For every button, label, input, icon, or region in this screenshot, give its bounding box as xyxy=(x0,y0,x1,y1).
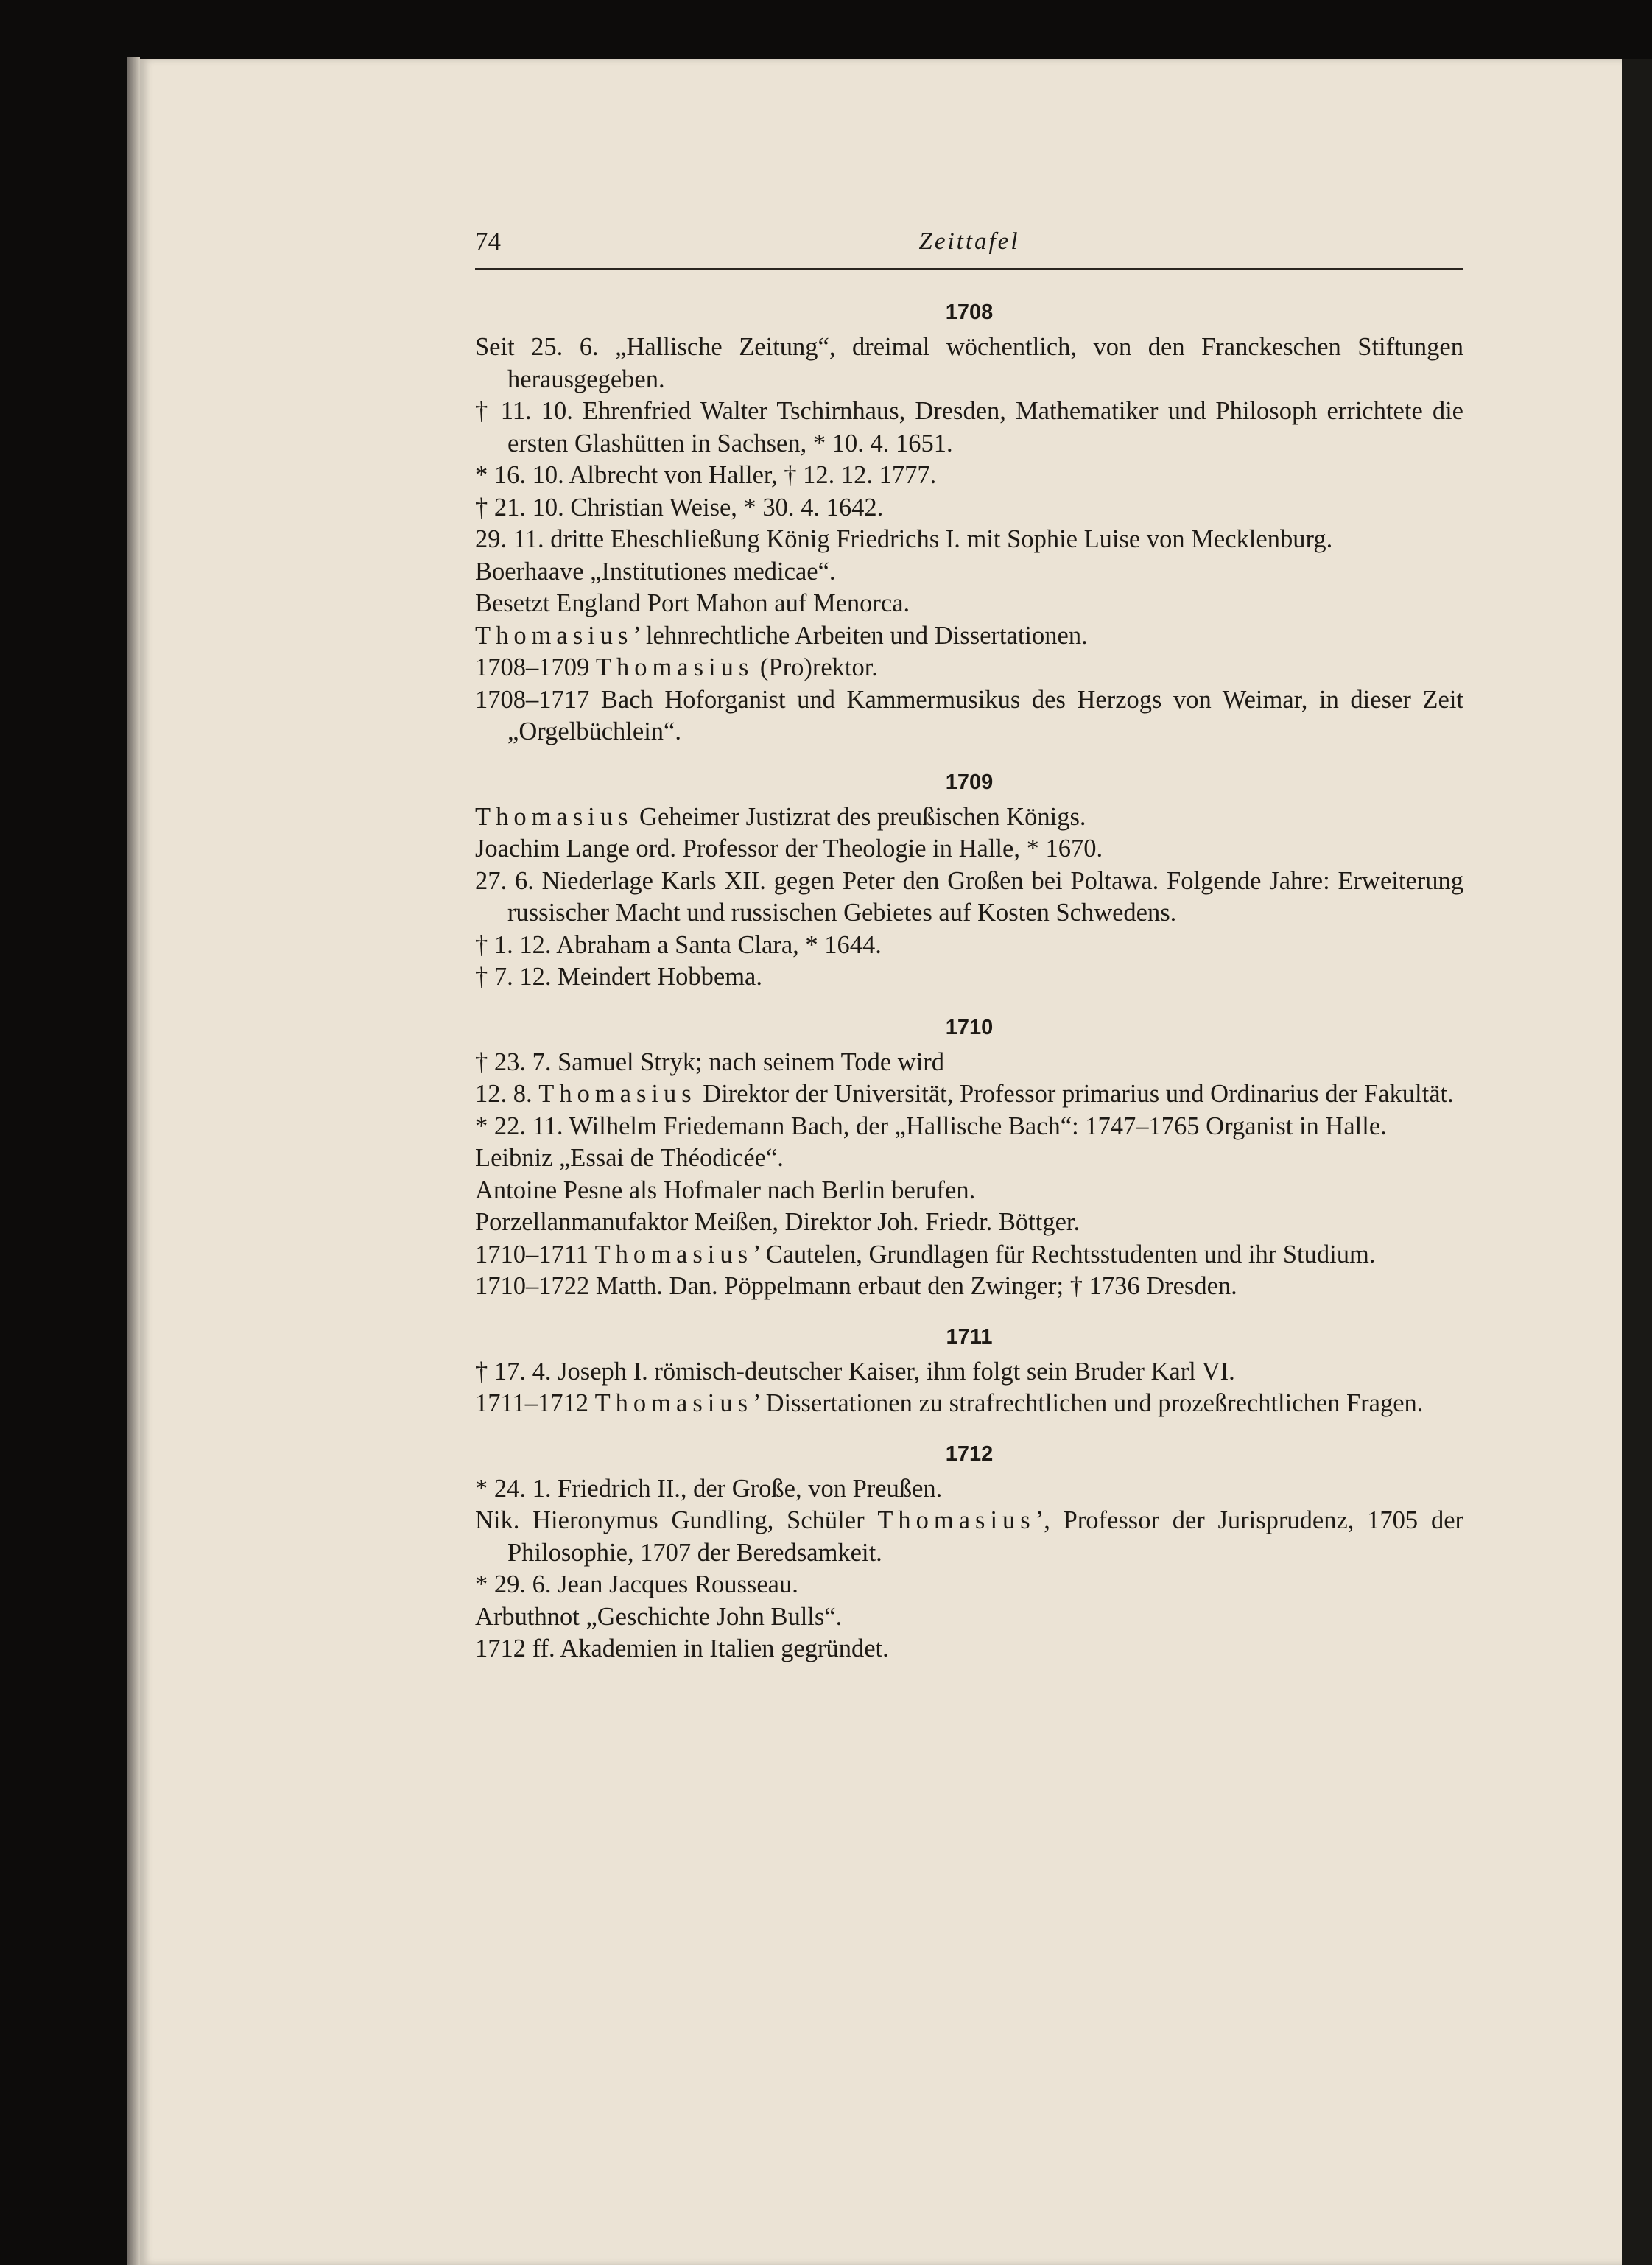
entry-text: Besetzt England Port Mahon auf Menorca. xyxy=(475,589,910,617)
header-rule xyxy=(475,268,1463,270)
spaced-name: Thomasius xyxy=(595,653,754,681)
entry-text: Direktor der Universität, Professor primarius und Ordinarius der Fakultät. xyxy=(696,1080,1454,1108)
year-heading: 1709 xyxy=(945,770,994,794)
timeline-entry xyxy=(475,1078,1463,1111)
timeline-content xyxy=(475,298,1463,1665)
year-heading: 1710 xyxy=(945,1015,994,1039)
timeline-entry xyxy=(475,1356,1463,1388)
entry-text: Joachim Lange ord. Professor der Theologie in Halle, * 1670. xyxy=(475,835,1103,863)
timeline-entry xyxy=(475,930,1463,962)
entry-text: 1708–1717 Bach Hoforganist und Kammermusikus des Herzogs von Weimar, in dieser Zeit „Orgelbüchlein“. xyxy=(475,685,1463,745)
year-heading: 1712 xyxy=(945,1441,994,1466)
entry-text: * 16. 10. Albrecht von Haller, † 12. 12. 1777. xyxy=(475,461,937,489)
timeline-entry xyxy=(475,1047,1463,1079)
year-heading: 1708 xyxy=(945,301,994,324)
timeline-entry xyxy=(475,961,1463,994)
entry-text: † 21. 10. Christian Weise, * 30. 4. 1642. xyxy=(475,493,884,522)
entry-text: Arbuthnot „Geschichte John Bulls“. xyxy=(475,1602,843,1631)
entry-text: 27. 6. Niederlage Karls XII. gegen Peter den Großen bei Poltawa. Folgende Jahre: Erweiterung russischer Macht und russischen Gebietes auf Kosten Schwedens. xyxy=(475,866,1463,927)
spaced-name: Thomasius xyxy=(594,1240,753,1268)
entry-text: ’ lehnrechtliche Arbeiten und Dissertationen. xyxy=(633,621,1088,650)
entry-text: 29. 11. dritte Eheschließung König Friedrichs I. mit Sophie Luise von Mecklenburg. xyxy=(475,525,1333,553)
year-section xyxy=(475,1439,1463,1665)
entry-text: * 22. 11. Wilhelm Friedemann Bach, der „Hallische Bach“: 1747–1765 Organist in Halle. xyxy=(475,1112,1387,1140)
year-section xyxy=(475,298,1463,748)
entry-text: † 11. 10. Ehrenfried Walter Tschirnhaus, Dresden, Mathematiker und Philosoph errichtete die ersten Glashütten in Sachsen, * 10. 4. 1651. xyxy=(475,397,1463,457)
year-section xyxy=(475,768,1463,994)
running-head: Zeittafel xyxy=(918,228,1020,255)
entry-text: 1710–1711 xyxy=(475,1240,595,1268)
entry-text: Leibniz „Essai de Théodicée“. xyxy=(475,1144,784,1172)
timeline-entry xyxy=(475,460,1463,492)
page-edge-shadow xyxy=(127,57,140,2265)
timeline-entry xyxy=(475,1111,1463,1143)
page-header xyxy=(475,227,1463,268)
entry-text: ’ Dissertationen zu strafrechtlichen und prozeßrechtlichen Fragen. xyxy=(753,1389,1424,1417)
spaced-name: Thomasius xyxy=(538,1080,697,1108)
spaced-name: Thomasius xyxy=(594,1389,753,1417)
timeline-entry xyxy=(475,396,1463,460)
year-section xyxy=(475,1013,1463,1303)
timeline-entry xyxy=(475,556,1463,589)
entry-text: * 24. 1. Friedrich II., der Große, von Preußen. xyxy=(475,1474,943,1503)
timeline-entry xyxy=(475,588,1463,620)
timeline-entry xyxy=(475,684,1463,748)
entry-text: 12. 8. xyxy=(475,1080,539,1108)
entry-text: 1710–1722 Matth. Dan. Pöppelmann erbaut den Zwinger; † 1736 Dresden. xyxy=(475,1272,1237,1300)
timeline-entry xyxy=(475,1388,1463,1420)
spaced-name: Thomasius xyxy=(877,1506,1036,1534)
entry-text: (Pro)rektor. xyxy=(753,653,878,681)
page-number: 74 xyxy=(475,227,501,256)
spaced-name: Thomasius xyxy=(475,802,633,831)
timeline-entry xyxy=(475,652,1463,684)
entry-text: Seit 25. 6. „Hallische Zeitung“, dreimal wöchentlich, von den Franckeschen Stiftungen herausgegeben. xyxy=(475,333,1463,393)
entry-text: * 29. 6. Jean Jacques Rousseau. xyxy=(475,1570,798,1598)
timeline-entry xyxy=(475,865,1463,930)
entry-text: ’ Cautelen, Grundlagen für Rechtsstudenten und ihr Studium. xyxy=(753,1240,1376,1268)
entry-text: † 23. 7. Samuel Stryk; nach seinem Tode wird xyxy=(475,1047,945,1076)
timeline-entry xyxy=(475,1505,1463,1569)
timeline-entry xyxy=(475,1569,1463,1601)
entry-text: Boerhaave „Institutiones medicae“. xyxy=(475,557,836,586)
timeline-entry xyxy=(475,1207,1463,1239)
timeline-entry xyxy=(475,1175,1463,1207)
timeline-entry xyxy=(475,1601,1463,1634)
entry-text: Antoine Pesne als Hofmaler nach Berlin berufen. xyxy=(475,1176,976,1204)
entry-text: † 1. 12. Abraham a Santa Clara, * 1644. xyxy=(475,930,882,959)
timeline-entry xyxy=(475,524,1463,556)
timeline-entry xyxy=(475,331,1463,396)
entry-text: Geheimer Justizrat des preußischen Königs. xyxy=(633,802,1086,831)
timeline-entry xyxy=(475,1142,1463,1175)
timeline-entry xyxy=(475,801,1463,834)
timeline-entry xyxy=(475,1473,1463,1506)
spaced-name: Thomasius xyxy=(475,621,633,650)
entry-text: 1711–1712 xyxy=(475,1389,595,1417)
timeline-entry xyxy=(475,833,1463,865)
year-heading: 1711 xyxy=(946,1324,993,1349)
scan-border xyxy=(1622,59,1652,2265)
entry-text: 1708–1709 xyxy=(475,653,596,681)
entry-text: Porzellanmanufaktor Meißen, Direktor Joh. Friedr. Böttger. xyxy=(475,1208,1080,1236)
year-section xyxy=(475,1322,1463,1420)
entry-text: 1712 ff. Akademien in Italien gegründet. xyxy=(475,1634,889,1662)
entry-text: Nik. Hieronymus Gundling, Schüler xyxy=(475,1506,878,1534)
entry-text: † 7. 12. Meindert Hobbema. xyxy=(475,963,762,991)
timeline-entry xyxy=(475,1239,1463,1271)
entry-text: ’, Professor der Jurisprudenz, 1705 der Philosophie, 1707 der Beredsamkeit. xyxy=(507,1506,1463,1567)
timeline-entry xyxy=(475,1633,1463,1665)
timeline-entry xyxy=(475,1271,1463,1303)
timeline-entry xyxy=(475,620,1463,653)
entry-text: † 17. 4. Joseph I. römisch-deutscher Kaiser, ihm folgt sein Bruder Karl VI. xyxy=(475,1357,1235,1386)
timeline-entry xyxy=(475,492,1463,524)
